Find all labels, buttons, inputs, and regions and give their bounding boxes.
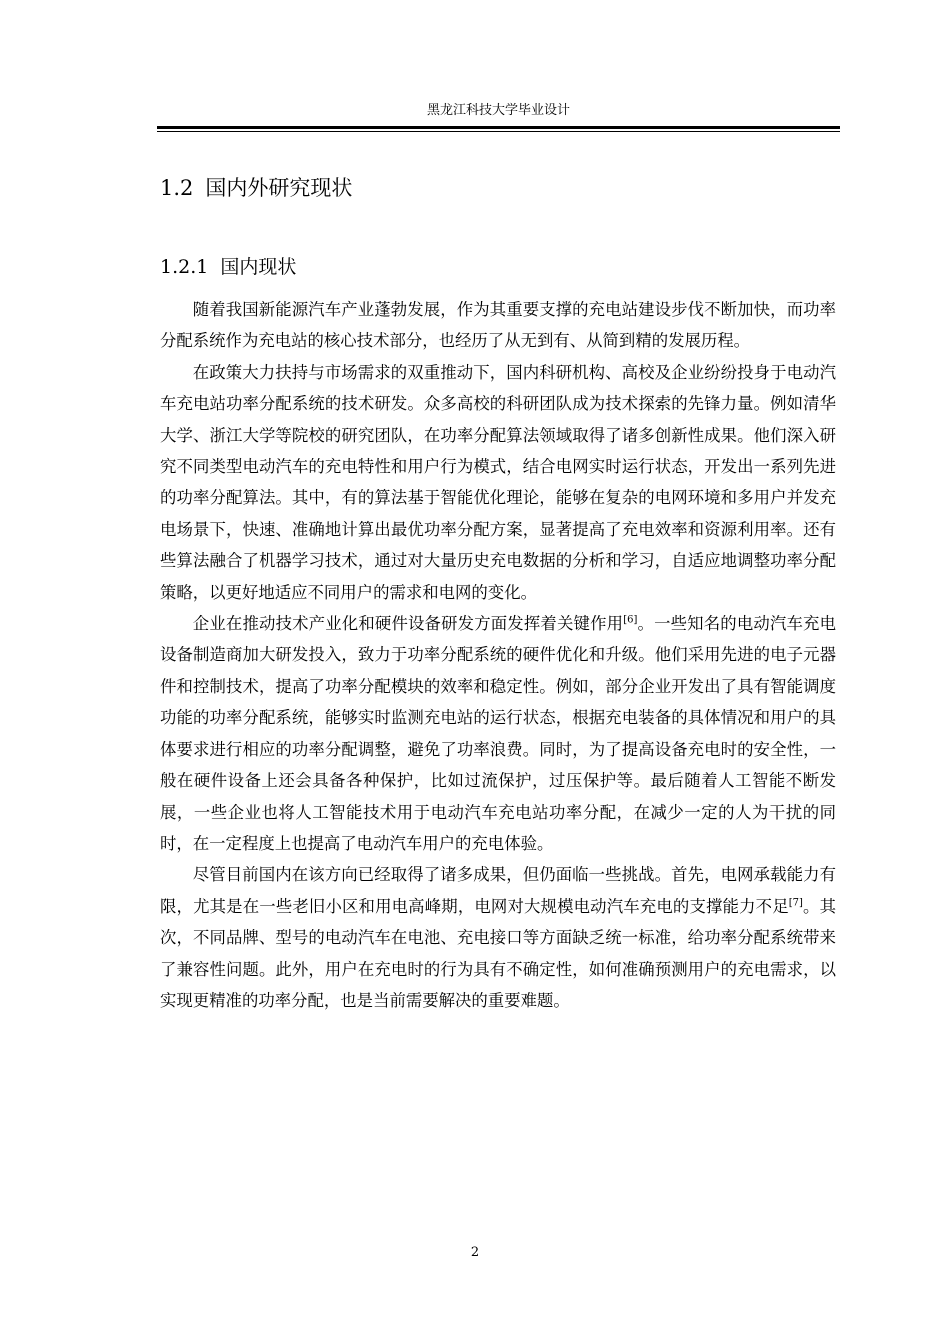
subsection-heading [160, 253, 296, 281]
citation-6[interactable]: [6] [623, 614, 638, 626]
body-text [160, 294, 836, 1016]
paragraph-4-text-before: 尽管目前国内在该方向已经取得了诸多成果，但仍面临一些挑战。首先，电网承载能力有限，尤其是在一些老旧小区和用电高峰期，电网对大规模电动汽车充电的支撑能力不足 [160, 865, 836, 916]
section-title: 国内外研究现状 [205, 176, 353, 200]
paragraph-4 [160, 859, 836, 1016]
paragraph-3-text-before: 企业在推动技术产业化和硬件设备研发方面发挥着关键作用 [192, 614, 624, 634]
page-number: 2 [470, 1245, 480, 1260]
section-heading [160, 173, 352, 203]
citation-7[interactable]: [7] [788, 897, 803, 909]
paragraph-4-text-after: 。其次，不同品牌、型号的电动汽车在电池、充电接口等方面缺乏统一标准，给功率分配系统带来了兼容性问题。此外，用户在充电时的行为具有不确定性，如何准确预测用户的充电需求，以实现更精准的功率分配，也是当前需要解决的重要难题。 [160, 896, 836, 1010]
paragraph-3 [160, 608, 836, 859]
section-number: 1.2 [160, 176, 194, 200]
paragraph-1: 随着我国新能源汽车产业蓬勃发展，作为其重要支撑的充电站建设步伐不断加快，而功率分配系统作为充电站的核心技术部分，也经历了从无到有、从简到精的发展历程。 [160, 300, 836, 351]
header-rule-thin [157, 131, 840, 132]
paragraph-2: 在政策大力扶持与市场需求的双重推动下，国内科研机构、高校及企业纷纷投身于电动汽车充电站功率分配系统的技术研发。众多高校的科研团队成为技术探索的先锋力量。例如清华大学、浙江大学等院校的研究团队，在功率分配算法领域取得了诸多创新性成果。他们深入研究不同类型电动汽车的充电特性和用户行为模式，结合电网实时运行状态，开发出一系列先进的功率分配算法。其中，有的算法基于智能优化理论，能够在复杂的电网环境和多用户并发充电场景下，快速、准确地计算出最优功率分配方案，显著提高了充电效率和资源利用率。还有些算法融合了机器学习技术，通过对大量历史充电数据的分析和学习，自适应地调整功率分配策略，以更好地适应不同用户的需求和电网的变化。 [160, 362, 836, 602]
paragraph-3-text-after: 。一些知名的电动汽车充电设备制造商加大研发投入，致力于功率分配系统的硬件优化和升级。他们采用先进的电子元器件和控制技术，提高了功率分配模块的效率和稳定性。例如，部分企业开发出了具有智能调度功能的功率分配系统，能够实时监测充电站的运行状态，根据充电装备的具体情况和用户的具体要求进行相应的功率分配调整，避免了功率浪费。同时，为了提高设备充电时的安全性，一般在硬件设备上还会具备各种保护，比如过流保护，过压保护等。最后随着人工智能不断发展，一些企业也将人工智能技术用于电动汽车充电站功率分配，在减少一定的人为干扰的同时，在一定程度上也提高了电动汽车用户的充电体验。 [160, 614, 837, 853]
header-rule-thick [157, 126, 840, 129]
running-header: 黑龙江科技大学毕业设计 [426, 103, 570, 118]
subsection-title: 国内现状 [220, 256, 297, 278]
subsection-number: 1.2.1 [160, 256, 209, 278]
